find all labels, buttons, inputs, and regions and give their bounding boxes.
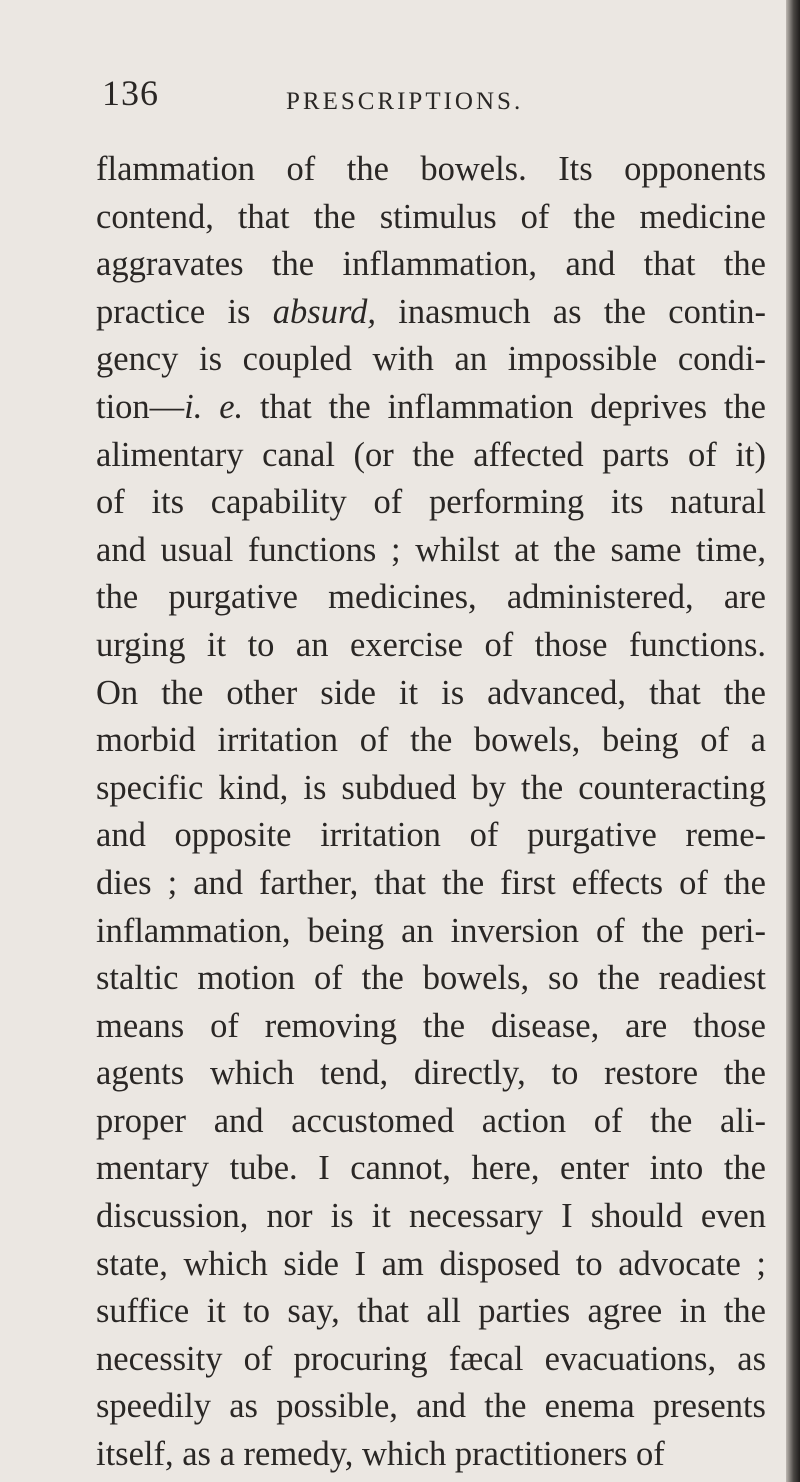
- text-line: contend, that the stimulus of the medicine: [96, 197, 766, 236]
- text-line: specific kind, is subdued by the counteracting: [96, 768, 766, 807]
- text-line: of its capability of performing its natural: [96, 483, 766, 522]
- text-line: aggravates the inflammation, and that the: [96, 245, 766, 284]
- text-line: agents which tend, directly, to restore the: [96, 1054, 766, 1093]
- text-line: gency is coupled with an impossible condi-: [96, 340, 766, 379]
- italic-word: absurd,: [272, 292, 376, 331]
- text-segment: practice is: [96, 292, 273, 331]
- text-line: alimentary canal (or the affected parts of it): [96, 435, 766, 474]
- text-line: mentary tube. I cannot, here, enter into the: [96, 1149, 766, 1188]
- text-line: speedily as possible, and the enema presents: [96, 1387, 766, 1426]
- text-line: proper and accustomed action of the ali-: [96, 1101, 766, 1140]
- body-text: [96, 146, 766, 1479]
- text-line: itself, as a remedy, which practitioners of: [96, 1435, 665, 1474]
- text-segment: inasmuch as the contin-: [375, 292, 766, 331]
- page-header: [102, 72, 762, 132]
- text-line: On the other side it is advanced, that the: [96, 673, 766, 712]
- italic-abbreviation: i. e.: [184, 387, 244, 426]
- text-line: staltic motion of the bowels, so the readiest: [96, 959, 766, 998]
- text-line: urging it to an exercise of those functions.: [96, 625, 766, 664]
- text-line: necessity of procuring fæcal evacuations, as: [96, 1339, 766, 1378]
- text-line: dies ; and farther, that the first effects of the: [96, 863, 766, 902]
- text-line: suffice it to say, that all parties agree in the: [96, 1292, 766, 1331]
- text-line: means of removing the disease, are those: [96, 1006, 766, 1045]
- text-line: [96, 289, 766, 337]
- text-line: and opposite irritation of purgative reme-: [96, 816, 766, 855]
- text-line: inflammation, being an inversion of the peri-: [96, 911, 766, 950]
- text-line: state, which side I am disposed to advocate ;: [96, 1244, 766, 1283]
- text-line: flammation of the bowels. Its opponents: [96, 150, 766, 188]
- text-line: [96, 384, 766, 432]
- text-segment: tion—: [96, 387, 185, 426]
- text-segment: that the inflammation deprives the: [243, 387, 766, 426]
- text-line: the purgative medicines, administered, are: [96, 578, 766, 617]
- text-line: discussion, nor is it necessary I should even: [96, 1197, 766, 1236]
- text-line: morbid irritation of the bowels, being of a: [96, 721, 766, 760]
- page-edge-shadow: [786, 0, 800, 1482]
- page-number: 136: [102, 73, 159, 113]
- running-head: PRESCRIPTIONS.: [286, 88, 524, 115]
- text-line: and usual functions ; whilst at the same time,: [96, 530, 766, 569]
